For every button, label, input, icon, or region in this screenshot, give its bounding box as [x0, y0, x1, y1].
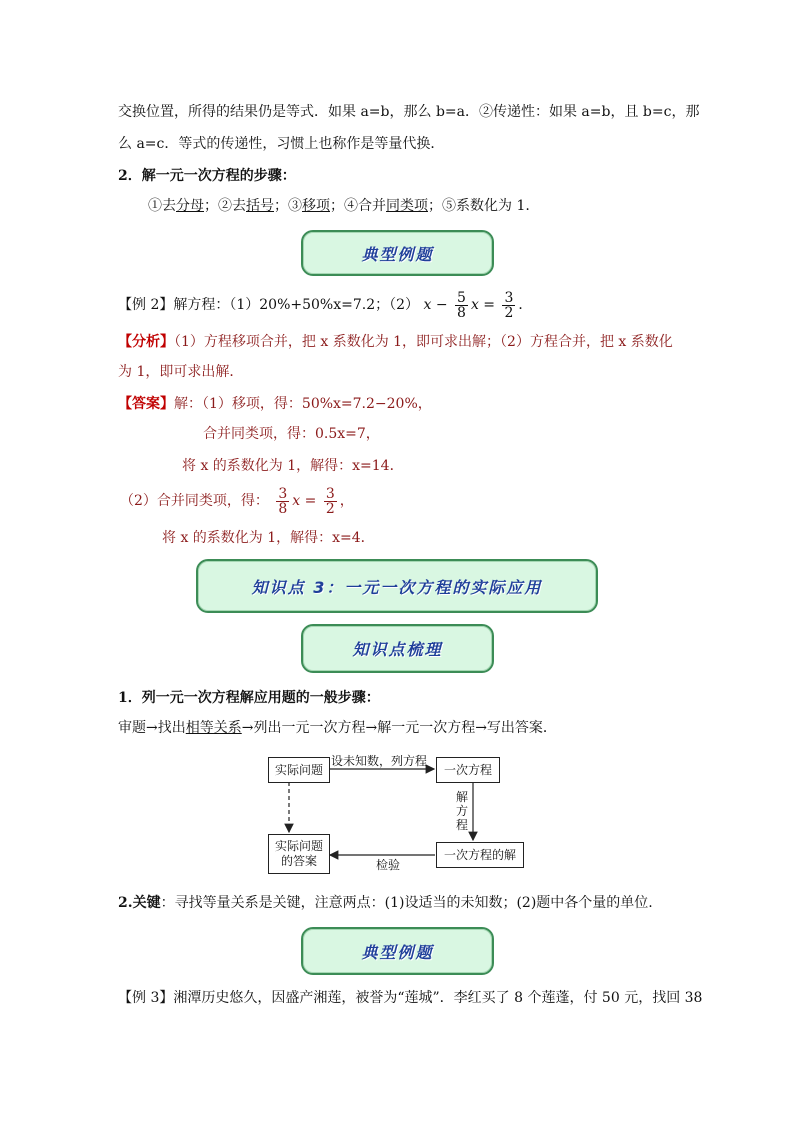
fraction-denominator: 2 — [325, 500, 335, 517]
flow-label-solve — [455, 790, 469, 832]
flow-box-equation: 一次方程 — [436, 757, 500, 783]
flow-answer-line-2: 的答案 — [280, 854, 317, 868]
step-4-term: 同类项 — [386, 198, 428, 214]
application-heading: 1．列一元一次方程解应用题的一般步骤： — [118, 690, 380, 706]
answer-line-1 — [118, 394, 432, 414]
application-steps — [118, 718, 557, 738]
answer-line-2: 合并同类项，得：0.5x=7， — [203, 426, 380, 442]
flow-box-real-problem: 实际问题 — [268, 757, 330, 783]
fraction-3-2-b — [324, 487, 337, 516]
flow-label-solve-1: 解 — [455, 790, 468, 804]
example-2-problem — [118, 290, 532, 320]
analysis-text-1: （1）方程移项合并，把 x 系数化为 1，即可求出解；（2）方程合并，把 x 系数化 — [174, 334, 673, 350]
key-text: ：寻找等量关系是关键，注意两点：(1)设适当的未知数；(2)题中各个量的单位. — [160, 895, 653, 911]
flow-box-answer — [268, 834, 330, 874]
analysis-line-1 — [118, 332, 673, 352]
example-2-label: 【例 2】解方程：（1）20%+50%x=7.2；（2） — [118, 297, 420, 313]
flow-label-set-equation: 设未知数，列方程 — [331, 754, 428, 768]
application-relation: 相等关系 — [185, 720, 242, 736]
fraction-numerator: 3 — [278, 485, 288, 502]
intro-line-2: 么 a=c．等式的传递性，习惯上也称作是等量代换． — [118, 136, 445, 152]
application-pre: 审题→找出 — [118, 720, 186, 736]
answer-line-4 — [120, 484, 354, 518]
intro-line-1: 交换位置，所得的结果仍是等式．如果 a=b，那么 b=a．②传递性：如果 a=b，且 b=c，那 — [118, 104, 700, 120]
fraction-numerator: 3 — [504, 289, 514, 306]
fraction-denominator: 2 — [504, 304, 514, 321]
eq-minus: − — [435, 297, 448, 313]
step-4-prefix: ；④合并 — [330, 198, 386, 214]
banner-example-2: 典型例题 — [301, 927, 494, 975]
banner-knowledge-review: 知识点梳理 — [301, 624, 494, 673]
fraction-5-8 — [455, 291, 468, 320]
banner-knowledge-point-3: 知识点 3：一元一次方程的实际应用 — [196, 559, 598, 613]
key-tag: 2.关键 — [118, 895, 161, 911]
fraction-3-8 — [276, 487, 289, 516]
step-2-term: 括号 — [246, 198, 274, 214]
flow-box-solution: 一次方程的解 — [436, 842, 524, 868]
answer-line-5: 将 x 的系数化为 1，解得：x=4． — [162, 530, 375, 546]
steps-list — [148, 196, 530, 216]
step-1-prefix: ①去 — [148, 198, 176, 214]
flow-label-solve-2: 方 — [455, 804, 468, 818]
answer-line-3: 将 x 的系数化为 1，解得：x=14． — [182, 458, 404, 474]
eq-var-x: x — [423, 297, 432, 313]
flow-label-check: 检验 — [376, 858, 401, 872]
fraction-denominator: 8 — [457, 304, 466, 321]
application-post: →列出一元一次方程→解一元一次方程→写出答案． — [241, 720, 557, 736]
fraction-denominator: 8 — [278, 500, 288, 517]
step-3-prefix: ；③ — [274, 198, 302, 214]
flow-label-solve-3: 程 — [455, 818, 468, 832]
analysis-line-2: 为 1，即可求出解． — [118, 364, 244, 380]
step-5: ；⑤系数化为 1. — [428, 198, 530, 214]
banner-example-1: 典型例题 — [301, 230, 494, 276]
fraction-3-2 — [502, 291, 515, 320]
key-line — [118, 893, 653, 913]
example-3-text: 【例 3】湘潭历史悠久，因盛产湘莲，被誉为“莲城”．李红买了 8 个莲蓬，付 50 元，找回 38 — [118, 990, 703, 1006]
answer-eq-end: ， — [339, 493, 354, 509]
answer-eq-mid: x = — [292, 493, 317, 509]
answer-text-4: （2）合并同类项，得： — [120, 493, 269, 509]
answer-text-1: 解：（1）移项，得：50%x=7.2−20%， — [174, 396, 432, 412]
flow-answer-line-1: 实际问题 — [274, 839, 323, 853]
fraction-numerator: 5 — [457, 289, 466, 306]
analysis-tag: 【分析】 — [118, 334, 174, 350]
eq-var-x-2: x = — [470, 297, 496, 313]
step-1-term: 分母 — [176, 198, 204, 214]
steps-heading: 2．解一元一次方程的步骤： — [118, 168, 296, 184]
step-3-term: 移项 — [302, 198, 330, 214]
step-2-prefix: ；②去 — [204, 198, 246, 214]
answer-tag: 【答案】 — [118, 396, 174, 412]
fraction-numerator: 3 — [325, 485, 335, 502]
eq-end: ． — [518, 297, 533, 313]
